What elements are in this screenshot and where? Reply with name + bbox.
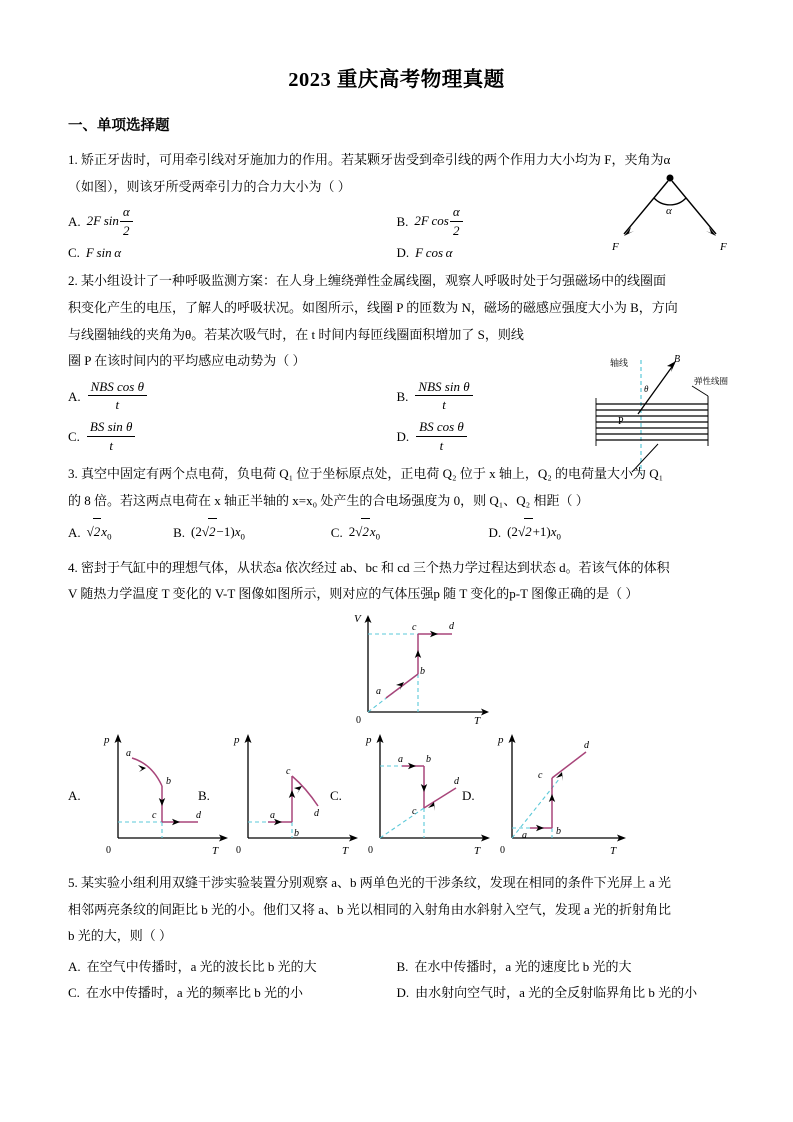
force-label-left: F: [612, 241, 619, 253]
q2-number: 2.: [68, 273, 78, 289]
pt-a-point-a: a: [126, 747, 131, 759]
q1-option-c[interactable]: C. F sin α: [68, 245, 122, 261]
q4-number: 4.: [68, 559, 78, 575]
q1-option-b[interactable]: B. 2F cos $\frac{\alpha}{2}$: [397, 204, 726, 240]
vt-diagram-block: [68, 612, 725, 727]
q2-line1: 某小组设计了一种呼吸监测方案：在人身上缠绕弹性金属线圈，观察人呼吸时处于匀强磁场中的线圈面: [81, 273, 667, 289]
pt-options-row: [68, 726, 725, 866]
pt-d-point-b: b: [556, 825, 561, 837]
field-label: B: [674, 354, 681, 365]
pt-d-origin: 0: [500, 844, 505, 856]
pt-c-point-c: c: [412, 805, 417, 817]
pt-d-x-axis: T: [610, 844, 617, 857]
q5-option-b[interactable]: B. 在水中传播时，a 光的速度比 b 光的大: [396, 958, 632, 974]
force-label-right: F: [720, 241, 727, 253]
pt-c-origin: 0: [368, 844, 373, 856]
q3-option-c[interactable]: C. $2√2x_0$: [331, 518, 489, 546]
page-title: 2023 重庆高考物理真题: [288, 69, 505, 91]
pt-d-point-c: c: [538, 769, 543, 781]
vt-point-b: b: [420, 665, 425, 677]
q5-line2: 相邻两亮条纹的间距比 b 光的小。他们又将 a、b 光以相同的入射角由水斜射入空气，发现 a 光的折射角比: [68, 901, 672, 917]
q5-option-c[interactable]: C. 在水中传播时，a 光的频率比 b 光的小: [68, 984, 303, 1000]
pt-option-c[interactable]: C. p T 0 a b c d: [330, 726, 510, 858]
q5-option-a[interactable]: A. 在空气中传播时，a 光的波长比 b 光的大: [68, 958, 317, 974]
q1-option-a[interactable]: A. 2F sin $\frac{\alpha}{2}$: [68, 204, 397, 240]
pt-d-y-axis: p: [498, 733, 504, 746]
pt-c-point-d: d: [454, 775, 459, 787]
vt-origin-label: 0: [356, 714, 361, 726]
question-4: [68, 555, 725, 608]
axis-line-label: 轴线: [610, 358, 629, 368]
coil-p-label: P: [618, 416, 624, 427]
q1-option-d[interactable]: D. F cos α: [396, 245, 453, 261]
elastic-coil-label: 弹性线圈: [694, 376, 729, 386]
q3-option-a[interactable]: A. $√2x_0$: [68, 518, 173, 546]
vt-y-axis-label: V: [354, 612, 361, 625]
section-heading: 一、单项选择题: [68, 118, 170, 134]
q3-options: [68, 518, 725, 546]
q3-option-b[interactable]: B. $(2√2-1)x_0$: [173, 518, 331, 546]
pt-b-x-axis: T: [342, 844, 349, 857]
pt-a-origin: 0: [106, 844, 111, 856]
pt-d-point-a: a: [522, 829, 527, 841]
angle-label: α: [666, 205, 672, 217]
pt-b-point-d: d: [314, 807, 319, 819]
pt-c-y-axis: p: [366, 733, 372, 746]
q1-line2: （如图），则该牙所受两牵引力的合力大小为（ ）: [68, 178, 351, 194]
question-3: [68, 461, 725, 514]
pt-option-d[interactable]: D. p T 0 a b c d: [462, 726, 652, 858]
q2-line3: 与线圈轴线的夹角为θ。若某次吸气时，在 t 时间内每匝线圈面积增加了 S，则线: [68, 326, 524, 342]
pt-b-point-b: b: [294, 827, 299, 839]
vt-point-c: c: [412, 621, 417, 633]
breathing-coil-diagram: [596, 352, 748, 478]
q2-line2: 积变化产生的电压，了解人的呼吸状况。如图所示，线圈 P 的匝数为 N，磁场的磁感应强度大小为 B，方向: [68, 300, 678, 316]
vt-x-axis-label: T: [474, 714, 481, 727]
q2-line4: 圈 P 在该时间内的平均感应电动势为（ ）: [68, 353, 306, 369]
q3-line1: 真空中固定有两个点电荷，负电荷 Q₁ 位于坐标原点处，正电荷 Q₂ 位于 x 轴上，Q₂ 的电荷量大小为 Q₁: [81, 466, 664, 482]
pt-c-point-a: a: [398, 753, 403, 765]
pt-a-point-d: d: [196, 809, 201, 821]
q2-option-c[interactable]: C. $\frac{\text{BS sin θ}}{t}$: [68, 419, 397, 455]
q4-line1: 密封于气缸中的理想气体，从状态a 依次经过 ab、bc 和 cd 三个热力学过程达到状态 d。若该气体的体积: [81, 559, 670, 575]
q2-option-a[interactable]: A. $\frac{\text{NBS cos θ}}{t}$: [68, 379, 397, 415]
tooth-force-diagram: [600, 172, 740, 252]
pt-b-y-axis: p: [234, 733, 240, 746]
pt-c-point-b: b: [426, 753, 431, 765]
pt-a-x-axis: T: [212, 844, 219, 857]
pt-b-point-a: a: [270, 809, 275, 821]
q5-option-d[interactable]: D. 由水射向空气时，a 光的全反射临界角比 b 光的小: [396, 984, 698, 1000]
vt-diagram: [346, 612, 506, 727]
pt-a-point-b: b: [166, 775, 171, 787]
pt-option-b[interactable]: B. p T 0 c b a d: [198, 726, 378, 858]
q3-line2: 的 8 倍。若这两点电荷在 x 轴正半轴的 x=x₀ 处产生的合电场强度为 0，则 Q₁、Q₂ 相距（ ）: [68, 492, 589, 508]
q3-option-d[interactable]: D. $(2√2+1)x_0$: [488, 518, 685, 546]
coil-angle-label: θ: [644, 384, 649, 394]
pt-a-y-axis: p: [104, 733, 110, 746]
q5-line3: b 光的大，则（ ）: [68, 928, 173, 944]
vt-point-a: a: [376, 685, 381, 697]
pt-c-x-axis: T: [474, 844, 481, 857]
q3-number: 3.: [68, 466, 78, 482]
pt-a-point-c: c: [152, 809, 157, 821]
q5-number: 5.: [68, 874, 78, 890]
q2-option-b[interactable]: B. $\frac{\text{NBS sin θ}}{t}$: [397, 379, 726, 415]
question-5: [68, 870, 725, 950]
q1-number: 1.: [68, 152, 78, 167]
q4-line2: V 随热力学温度 T 变化的 V-T 图像如图所示，则对应的气体压强p 随 T 变化的p-T 图像正确的是（ ）: [68, 586, 639, 602]
pt-b-origin: 0: [236, 844, 241, 856]
pt-d-point-d: d: [584, 739, 589, 751]
pt-b-point-c: c: [286, 765, 291, 777]
q5-options: [68, 954, 725, 1006]
q5-line1: 某实验小组利用双缝干涉实验装置分别观察 a、b 两单色光的干涉条纹，发现在相同的条件下光屏上 a 光: [81, 874, 672, 890]
vt-point-d: d: [449, 620, 454, 632]
q2-option-d[interactable]: D. $\frac{\text{BS cos θ}}{t}$: [397, 419, 726, 455]
pt-option-a[interactable]: A. p T 0 a b c d: [68, 726, 248, 858]
q1-line1: 矫正牙齿时，可用牵引线对牙施加力的作用。若某颗牙齿受到牵引线的两个作用力大小均为 F，夹角为α: [81, 152, 671, 167]
